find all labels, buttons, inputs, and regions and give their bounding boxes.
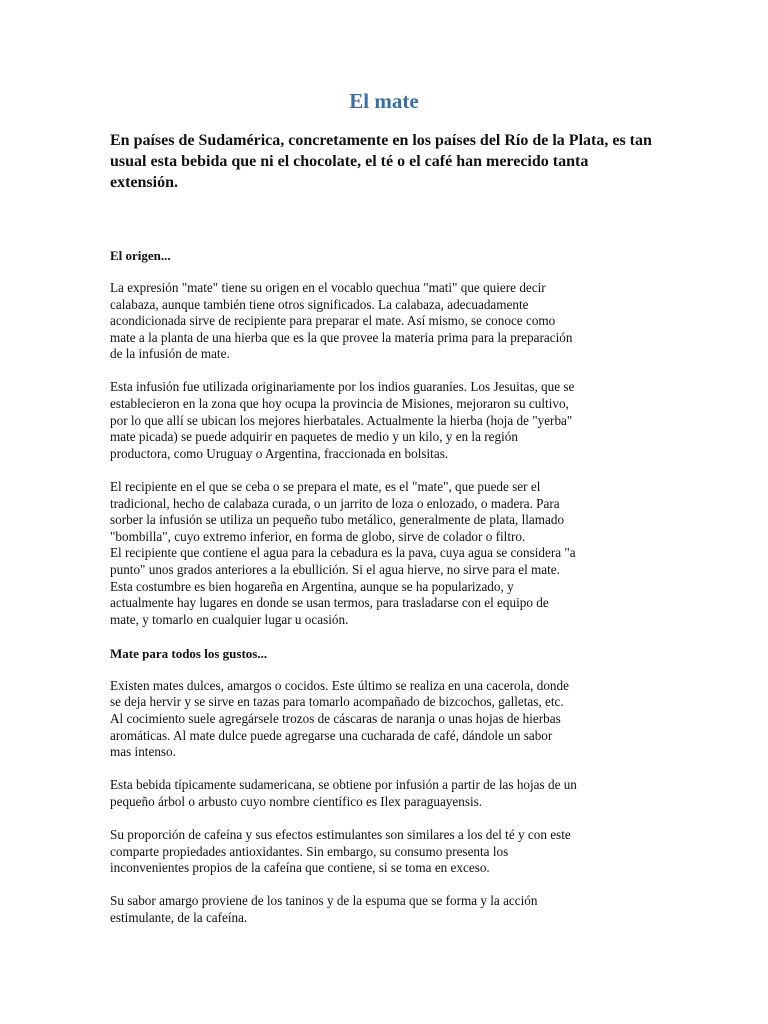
paragraph-line: mate, y tomarlo en cualquier lugar u ocasión. bbox=[110, 611, 349, 627]
paragraph-line: tradicional, hecho de calabaza curada, o un jarrito de loza o enlozado, o madera. Para bbox=[110, 495, 560, 511]
document-body bbox=[110, 247, 658, 926]
paragraph-line: pequeño árbol o arbusto cuyo nombre científico es Ilex paraguayensis. bbox=[110, 793, 483, 809]
paragraph-line: "bombilla", cuyo extremo inferior, en forma de globo, sirve de colador o filtro. bbox=[110, 528, 526, 544]
paragraph bbox=[110, 777, 658, 810]
paragraph-line: punto" unos grados anteriores a la ebullición. Si el agua hierve, no sirve para el mate. bbox=[110, 561, 560, 577]
paragraph-line: La expresión "mate" tiene su origen en el vocablo quechua "mati" que quiere decir bbox=[110, 280, 546, 295]
paragraph-line: Esta bebida típicamente sudamericana, se obtiene por infusión a partir de las hojas de un bbox=[110, 777, 577, 793]
paragraph-line: mas intenso. bbox=[110, 744, 176, 760]
paragraph-line: Su proporción de cafeína y sus efectos estimulantes son similares a los del té y con este bbox=[110, 826, 571, 842]
section-heading: Mate para todos los gustos... bbox=[110, 645, 268, 661]
paragraph-line: mate a la planta de una hierba que es la que provee la materia prima para la preparación bbox=[110, 329, 573, 345]
document-title: El mate bbox=[349, 89, 419, 113]
paragraph-line: Su sabor amargo proviene de los taninos y de la espuma que se forma y la acción bbox=[110, 893, 538, 909]
paragraph-line: de la infusión de mate. bbox=[110, 346, 230, 362]
paragraph-line: actualmente hay lugares en donde se usan termos, para trasladarse con el equipo de bbox=[110, 595, 549, 611]
paragraph-line: Esta infusión fue utilizada originariamente por los indios guaraníes. Los Jesuitas, que se bbox=[110, 379, 575, 395]
paragraph bbox=[110, 827, 658, 877]
paragraph-line: comparte propiedades antioxidantes. Sin embargo, su consumo presenta los bbox=[110, 843, 509, 859]
paragraph bbox=[110, 379, 658, 462]
paragraph-line: se deja hervir y se sirve en tazas para tomarlo acompañado de bizcochos, galletas, etc. bbox=[110, 694, 564, 710]
paragraph-line: por lo que allí se ubican los mejores hierbatales. Actualmente la hierba (hoja de "yerba" bbox=[110, 412, 573, 428]
paragraph-line: establecieron en la zona que hoy ocupa la provincia de Misiones, mejoraron su cultivo, bbox=[110, 396, 569, 412]
paragraph-line: calabaza, aunque también tiene otros significados. La calabaza, adecuadamente bbox=[110, 296, 529, 312]
section-heading: El origen... bbox=[110, 248, 171, 263]
paragraph-line: mate picada) se puede adquirir en paquetes de medio y un kilo, y en la región bbox=[110, 429, 518, 445]
paragraph-line: sorber la infusión se utiliza un pequeño tubo metálico, generalmente de plata, llamado bbox=[110, 512, 565, 528]
paragraph-line: El recipiente que contiene el agua para la cebadura es la pava, cuya agua se considera "a bbox=[110, 545, 576, 561]
paragraph-line: estimulante, de la cafeína. bbox=[110, 909, 248, 925]
paragraph-line: acondicionada sirve de recipiente para preparar el mate. Así mismo, se conoce como bbox=[110, 313, 556, 329]
paragraph bbox=[110, 479, 658, 628]
paragraph-line: Al cocimiento suele agregársele trozos de cáscaras de naranja o unas hojas de hierbas bbox=[110, 710, 561, 726]
paragraph-line: Esta costumbre es bien hogareña en Argentina, aunque se ha popularizado, y bbox=[110, 578, 514, 594]
paragraph-line: El recipiente en el que se ceba o se prepara el mate, es el "mate", que puede ser el bbox=[110, 478, 541, 494]
paragraph bbox=[110, 678, 658, 761]
paragraph-line: inconvenientes propios de la cafeína que contiene, si se toma en exceso. bbox=[110, 860, 490, 876]
paragraph-line: aromáticas. Al mate dulce puede agregarse una cucharada de café, dándole un sabor bbox=[110, 727, 553, 743]
intro-paragraph: En países de Sudamérica, concretamente en los países del Río de la Plata, es tan usual esta bebida que ni el chocolate, el té o el café han merecido tanta extensión. bbox=[110, 132, 652, 191]
paragraph bbox=[110, 280, 658, 363]
paragraph-line: Existen mates dulces, amargos o cocidos. Este último se realiza en una cacerola, donde bbox=[110, 677, 569, 693]
paragraph-line: productora, como Uruguay o Argentina, fraccionada en bolsitas. bbox=[110, 445, 449, 461]
paragraph bbox=[110, 893, 658, 926]
